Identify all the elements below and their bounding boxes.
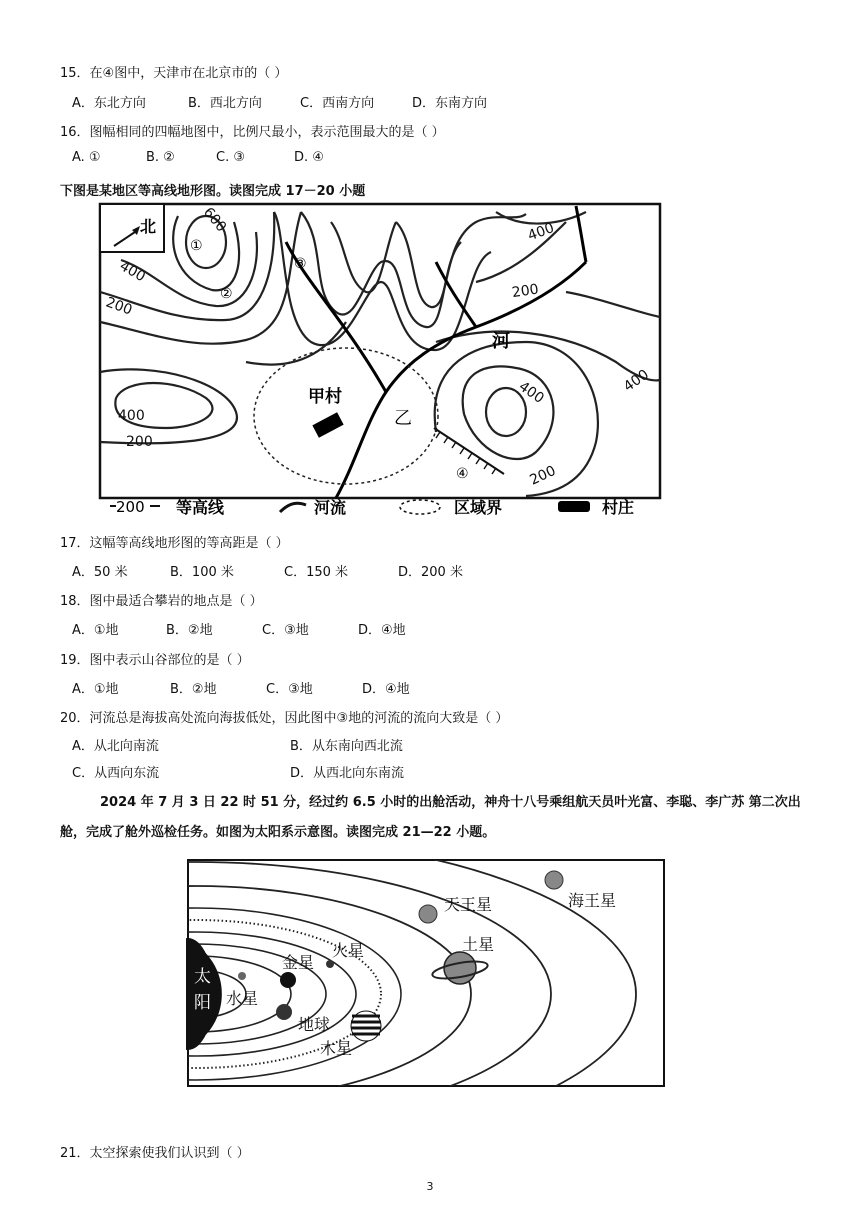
contour-label-200-w: 200 <box>126 434 153 450</box>
neptune-icon <box>545 871 563 889</box>
sun-label-2: 阳 <box>194 993 211 1013</box>
question-18-stem: 18．图中最适合攀岩的地点是（ ） <box>60 594 263 609</box>
mercury-icon <box>238 972 246 980</box>
question-19-stem: 19．图中表示山谷部位的是（ ） <box>60 653 250 668</box>
page-number: 3 <box>426 1180 434 1193</box>
place-mark-3: ③ <box>294 256 307 272</box>
jupiter-label: 木星 <box>320 1039 353 1058</box>
mars-label: 火星 <box>332 941 365 960</box>
earth-label: 地球 <box>298 1015 331 1034</box>
place-mark-1: ① <box>190 238 203 254</box>
saturn-label: 土星 <box>462 935 495 954</box>
legend-river: 河流 <box>314 498 347 517</box>
question-16-stem: 16．图幅相同的四幅地图中，比例尺最小，表示范围最大的是（ ） <box>60 125 445 140</box>
legend-village-icon <box>558 501 590 512</box>
q20-option-b[interactable]: B．从东南向西北流 <box>290 739 403 754</box>
uranus-label: 天王星 <box>444 895 493 914</box>
q16-option-b[interactable]: B. ② <box>146 150 175 165</box>
contour-label-400-e: 400 <box>515 378 547 407</box>
river-label: 河 <box>492 331 510 352</box>
solar-intro: 2024 年 7 月 3 日 22 时 51 分，经过约 6.5 小时的出舱活动，神舟十八号乘组航天员叶光富、李聪、李广苏 第二次出舱，完成了舱外巡检任务。如图为太阳系示意图。读图完成 21—22 小题。 <box>60 795 801 840</box>
legend-region-icon <box>400 500 440 514</box>
neptune-label: 海王星 <box>568 891 617 910</box>
contour-label-400-w: 400 <box>118 408 145 424</box>
legend-river-icon <box>280 503 306 512</box>
q18-option-d[interactable]: D．④地 <box>358 623 406 638</box>
q15-option-c[interactable]: C．西南方向 <box>300 96 375 111</box>
yi-label: 乙 <box>394 408 412 429</box>
q20-option-d[interactable]: D．从西北向东南流 <box>290 766 405 781</box>
contour-label-200-se: 200 <box>527 462 559 489</box>
q17-option-c[interactable]: C．150 米 <box>284 565 349 580</box>
earth-icon <box>276 1004 292 1020</box>
contour-label-400-far-e: 400 <box>620 366 652 396</box>
venus-icon <box>280 972 296 988</box>
contour-label-400-ne: 400 <box>525 220 557 245</box>
map-intro: 下图是某地区等高线地形图。读图完成 17－20 小题 <box>60 184 366 199</box>
q19-option-c[interactable]: C．③地 <box>266 682 313 697</box>
map-legend <box>110 498 634 517</box>
place-mark-2: ② <box>220 286 233 302</box>
venus-label: 金星 <box>282 953 315 972</box>
sun-label-1: 太 <box>194 967 211 987</box>
uranus-icon <box>419 905 437 923</box>
question-15-stem: 15．在④图中，天津市在北京市的（ ） <box>60 66 288 81</box>
contour-label-400-nw: 400 <box>116 258 148 286</box>
legend-region: 区域界 <box>454 498 503 517</box>
q15-option-d[interactable]: D．东南方向 <box>412 96 488 111</box>
q20-option-a[interactable]: A．从北向南流 <box>72 739 159 754</box>
q16-option-a[interactable]: A. ① <box>72 150 101 165</box>
legend-village: 村庄 <box>602 498 635 517</box>
contour-label-600: 600 <box>199 204 230 236</box>
contour-map <box>96 202 676 524</box>
q17-option-b[interactable]: B．100 米 <box>170 565 234 580</box>
contour-label-200-nw: 200 <box>103 294 135 319</box>
q19-option-b[interactable]: B．②地 <box>170 682 217 697</box>
q19-option-d[interactable]: D．④地 <box>362 682 410 697</box>
q16-option-d[interactable]: D. ④ <box>294 150 324 165</box>
contour-label-200-ne: 200 <box>510 281 540 302</box>
legend-contour-sample: 200 <box>116 498 145 516</box>
q15-option-b[interactable]: B．西北方向 <box>188 96 262 111</box>
mars-icon <box>326 960 334 968</box>
question-20-stem: 20．河流总是海拔高处流向海拔低处，因此图中③地的河流的流向大致是（ ） <box>60 711 509 726</box>
q18-option-b[interactable]: B．②地 <box>166 623 213 638</box>
north-label: 北 <box>140 217 157 236</box>
q16-option-c[interactable]: C. ③ <box>216 150 245 165</box>
legend-contour: 等高线 <box>176 498 225 517</box>
q18-option-c[interactable]: C．③地 <box>262 623 309 638</box>
q17-option-d[interactable]: D．200 米 <box>398 565 463 580</box>
q18-option-a[interactable]: A．①地 <box>72 623 119 638</box>
village-label: 甲村 <box>308 387 342 407</box>
mercury-label: 水星 <box>226 989 259 1008</box>
q20-option-c[interactable]: C．从西向东流 <box>72 766 160 781</box>
q15-option-a[interactable]: A．东北方向 <box>72 96 146 111</box>
place-mark-4: ④ <box>456 466 469 482</box>
question-17-stem: 17．这幅等高线地形图的等高距是（ ） <box>60 536 289 551</box>
jupiter-icon <box>351 1011 381 1041</box>
question-21-stem: 21．太空探索使我们认识到（ ） <box>60 1146 250 1161</box>
solar-system-diagram <box>186 858 666 1088</box>
q17-option-a[interactable]: A．50 米 <box>72 565 128 580</box>
q19-option-a[interactable]: A．①地 <box>72 682 119 697</box>
